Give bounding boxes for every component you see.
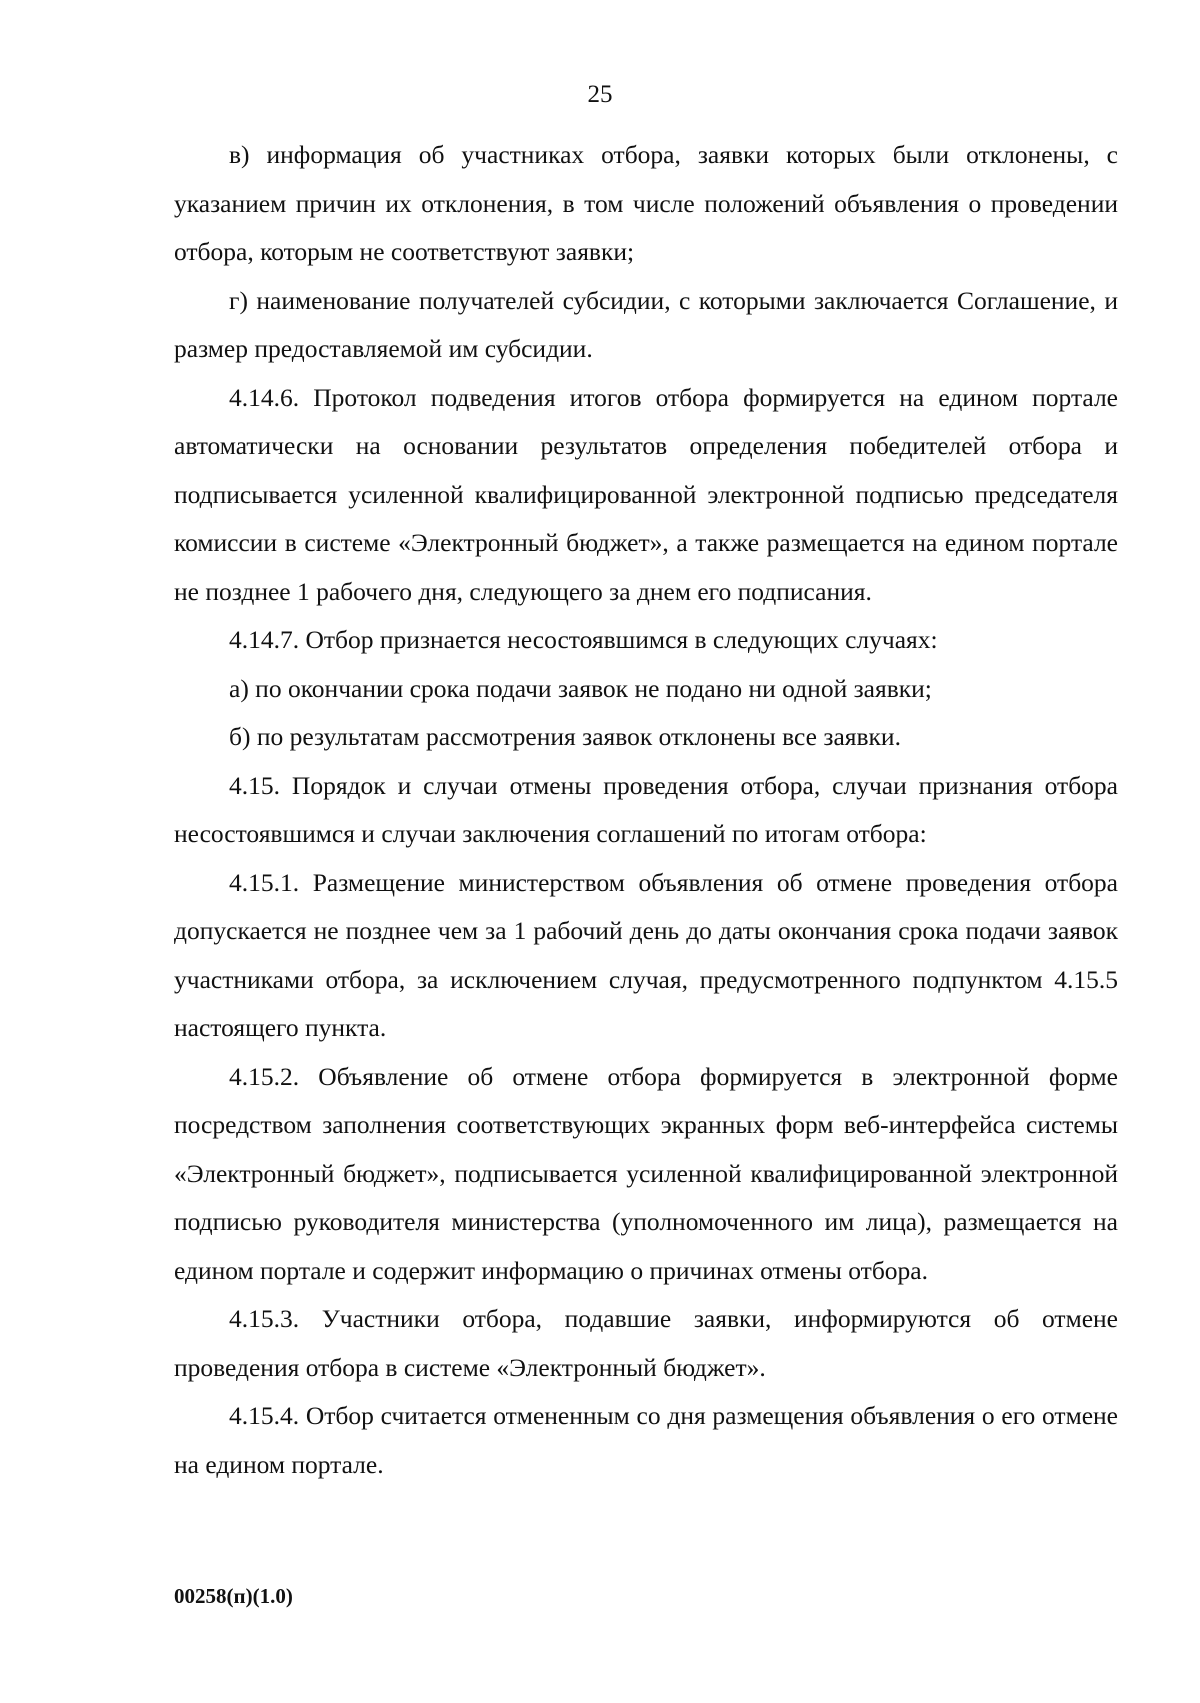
paragraph-4-15-3: 4.15.3. Участники отбора, подавшие заявки, информируются об отмене проведения отбора в системе «Электронный бюджет». [174, 1304, 1118, 1382]
paragraph-a-no-applications: а) по окончании срока подачи заявок не подано ни одной заявки; [229, 673, 932, 703]
paragraph-4-15-1: 4.15.1. Размещение министерством объявления об отмене проведения отбора допускается не позднее чем за 1 рабочий день до даты окончания срока подачи заявок участниками отбора, за исключением случая, предусмотренного подпунктом 4.15.5 настоящего пункта. [174, 867, 1118, 1042]
document-body [174, 131, 1118, 1489]
paragraph-4-15-2: 4.15.2. Объявление об отмене отбора формируется в электронной форме посредством заполнения соответствующих экранных форм веб-интерфейса системы «Электронный бюджет», подписывается усиленной квалифицированной электронной подписью руководителя министерства (уполномоченного им лица), размещается на едином портале и содержит информацию о причинах отмены отбора. [174, 1061, 1118, 1285]
page-number: 25 [587, 81, 613, 108]
paragraph-4-15-4: 4.15.4. Отбор считается отмененным со дня размещения объявления о его отмене на едином портале. [174, 1401, 1118, 1479]
paragraph-g-subsidy-recipients: г) наименование получателей субсидии, с которыми заключается Соглашение, и размер предоставляемой им субсидии. [174, 285, 1118, 363]
paragraph-4-14-6: 4.14.6. Протокол подведения итогов отбора формируется на едином портале автоматически на основании результатов определения победителей отбора и подписывается усиленной квалифицированной электронной подписью председателя комиссии в системе «Электронный бюджет», а также размещается на едином портале не позднее 1 рабочего дня, следующего за днем его подписания. [174, 382, 1118, 606]
paragraph-4-15: 4.15. Порядок и случаи отмены проведения отбора, случаи признания отбора несостоявшимся и случаи заключения соглашений по итогам отбора: [174, 770, 1118, 848]
paragraph-v-rejected-participants: в) информация об участниках отбора, заявки которых были отклонены, с указанием причин их отклонения, в том числе положений объявления о проведении отбора, которым не соответствуют заявки; [174, 140, 1118, 266]
paragraph-4-14-7: 4.14.7. Отбор признается несостоявшимся в следующих случаях: [229, 625, 938, 654]
document-code: 00258(п)(1.0) [174, 1584, 293, 1608]
paragraph-b-all-rejected: б) по результатам рассмотрения заявок отклонены все заявки. [229, 722, 901, 751]
